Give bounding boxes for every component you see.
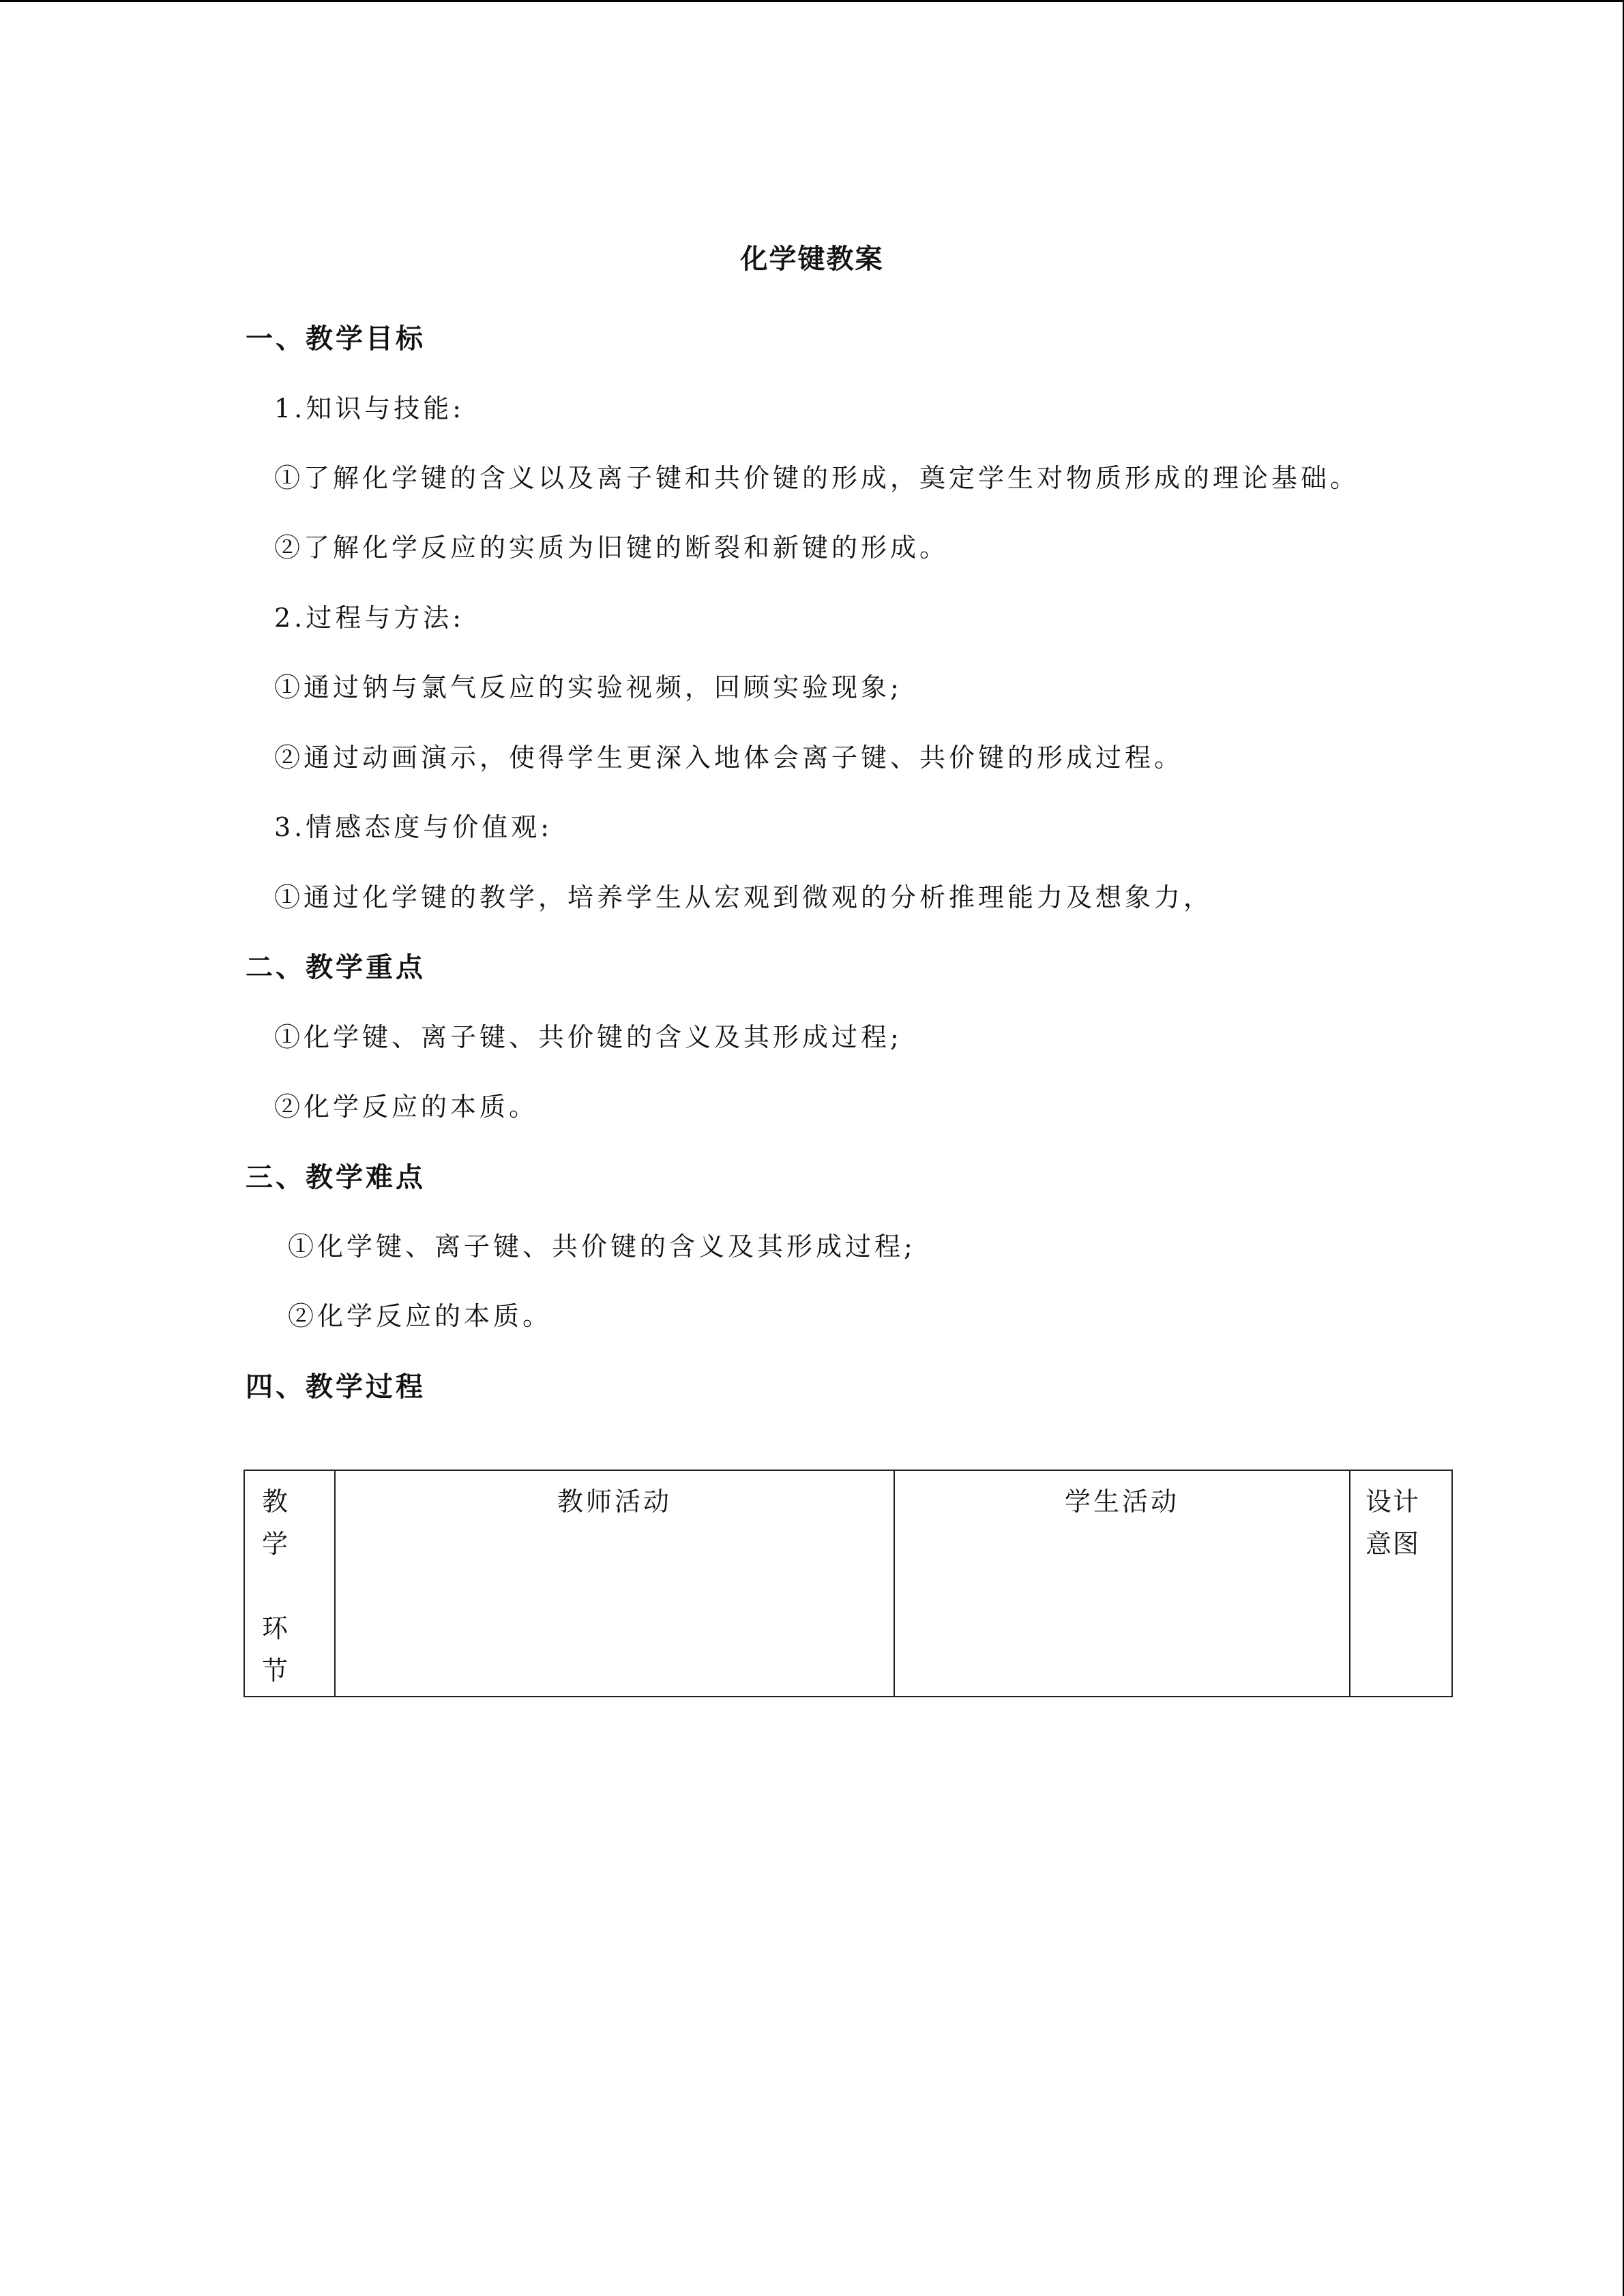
section-heading-objectives: 一、教学目标: [246, 323, 426, 355]
difficult-point-item-2: ②化学反应的本质。: [288, 1301, 552, 1331]
student-activity-header-label: 学生活动: [1064, 1487, 1179, 1517]
difficult-point-item-1: ①化学键、离子键、共价键的含义及其形成过程;: [288, 1232, 916, 1262]
knowledge-item-2: ②了解化学反应的实质为旧键的断裂和新键的形成。: [274, 533, 949, 563]
section-heading-teaching-process: 四、教学过程: [246, 1371, 426, 1403]
process-method-label: 2.过程与方法:: [274, 603, 465, 633]
knowledge-item-1: ①了解化学键的含义以及离子键和共价键的形成，奠定学生对物质形成的理论基础。: [274, 463, 1360, 493]
section-heading-key-points: 二、教学重点: [246, 951, 426, 983]
emotion-item-1: ①通过化学键的教学，培养学生从宏观到微观的分析推理能力及想象力，: [274, 882, 1213, 912]
process-item-2: ②通过动画演示，使得学生更深入地体会离子键、共价键的形成过程。: [274, 743, 1184, 773]
table-header-row: [244, 1470, 1452, 1697]
emotion-values-label: 3.情感态度与价值观:: [274, 812, 553, 842]
teaching-process-table: [243, 1470, 1453, 1697]
section-heading-difficult-points: 三、教学难点: [246, 1161, 426, 1193]
key-point-item-1: ①化学键、离子键、共价键的含义及其形成过程;: [274, 1022, 902, 1052]
design-intent-header-label: 设计 意图: [1365, 1487, 1421, 1559]
page-top-border: [0, 0, 1624, 2]
design-intent-header-cell: [1350, 1470, 1452, 1697]
knowledge-skills-label: 1.知识与技能:: [274, 393, 465, 423]
process-item-1: ①通过钠与氯气反应的实验视频，回顾实验现象;: [274, 672, 902, 702]
teacher-activity-header-label: 教师活动: [557, 1487, 672, 1517]
student-activity-header-cell: [894, 1470, 1350, 1697]
teacher-activity-header-cell: [335, 1470, 894, 1697]
stage-header-label: 教 学 环 节: [262, 1487, 291, 1686]
document-title: 化学键教案: [740, 243, 884, 275]
key-point-item-2: ②化学反应的本质。: [274, 1092, 539, 1122]
stage-header-cell: [244, 1470, 335, 1697]
